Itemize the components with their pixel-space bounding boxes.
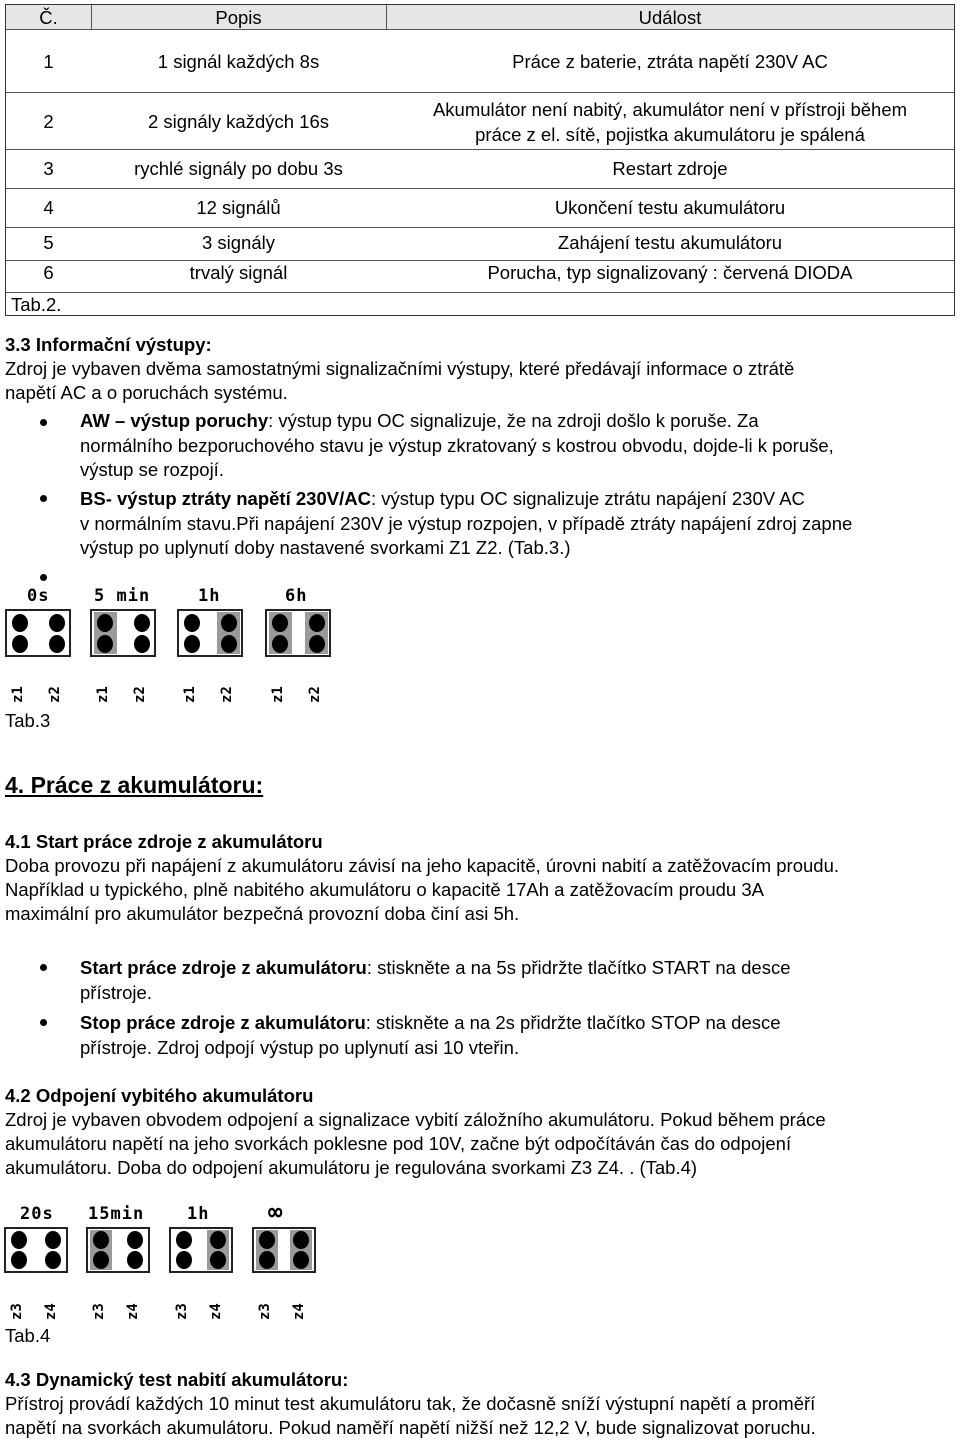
header-number: Č.: [39, 7, 58, 28]
jumper-diagram-tab3: [0, 583, 360, 708]
row-number: 1: [43, 51, 54, 72]
pin-label: z2: [219, 686, 235, 703]
pin-label: z4: [208, 1303, 224, 1320]
row-event: Práce z baterie, ztráta napětí 230V AC: [512, 51, 828, 72]
table-row: [6, 51, 91, 73]
paragraph-line: maximální pro akumulátor bezpečná provozní doba činí asi 5h.: [5, 903, 520, 924]
jumper-label: 20s: [20, 1204, 54, 1224]
pin-label: z3: [9, 1303, 25, 1320]
paragraph-line: akumulátoru napětí na jeho svorkách poklesne pod 10V, začne být odpočítáván čas do odpojení: [5, 1133, 792, 1154]
pin-label: z3: [257, 1303, 273, 1320]
row-event: Zahájení testu akumulátoru: [557, 232, 783, 253]
aw-term: AW – výstup poruchy: [80, 410, 269, 431]
tab3-caption: Tab.3: [5, 710, 51, 731]
row-description: rychlé signály po dobu 3s: [134, 158, 343, 179]
start-description: : stiskněte a na 5s přidržte tlačítko START na desce: [366, 957, 791, 978]
row-description: 12 signálů: [196, 197, 281, 218]
pin-label: z1: [95, 686, 111, 703]
paragraph-line: Zdroj je vybaven obvodem odpojení a signalizace vybití záložního akumulátoru. Pokud během práce: [5, 1109, 826, 1130]
pin-label: z3: [91, 1303, 107, 1320]
start-term: Start práce zdroje z akumulátoru: [80, 957, 367, 978]
header-description: Popis: [215, 7, 262, 28]
pin-label: z4: [125, 1303, 141, 1320]
section-heading-4-3: 4.3 Dynamický test nabití akumulátoru:: [5, 1369, 349, 1390]
paragraph-line: výstup se rozpojí.: [80, 459, 224, 480]
row-number: 6: [43, 262, 54, 283]
paragraph-line: Doba provozu při napájení z akumulátoru závisí na jeho kapacitě, úrovni nabití a zatěžovacím proudu.: [5, 855, 840, 876]
bullet-icon: [40, 495, 47, 502]
table-caption: Tab.2.: [11, 294, 62, 315]
header-event: Událost: [638, 7, 702, 28]
row-number: 5: [43, 232, 54, 253]
section-heading-4-2: 4.2 Odpojení vybitého akumulátoru: [5, 1085, 314, 1106]
section-heading-3-3: 3.3 Informační výstupy:: [5, 334, 212, 355]
stop-term: Stop práce zdroje z akumulátoru: [80, 1012, 366, 1033]
event-table: [5, 4, 955, 316]
bs-output-item: [80, 487, 805, 511]
aw-output-item: [80, 409, 759, 433]
bs-term: BS- výstup ztráty napětí 230V/AC: [80, 488, 371, 509]
paragraph-line: napětí AC a o poruchách systému.: [5, 382, 288, 403]
bullet-icon: [40, 419, 47, 426]
row-description: trvalý signál: [189, 262, 288, 283]
pin-label: z1: [182, 686, 198, 703]
jumper-label: 1h: [187, 1204, 210, 1224]
paragraph-line: v normálním stavu.Při napájení 230V je výstup rozpojen, v případě ztráty napájení zdroj zapne: [80, 513, 853, 534]
bs-description: : výstup typu OC signalizuje ztrátu napájení 230V AC: [370, 488, 805, 509]
bullet-icon: [40, 574, 47, 581]
stop-item: [80, 1011, 781, 1035]
pin-label: z2: [307, 686, 323, 703]
row-number: 3: [43, 158, 54, 179]
pin-label: z3: [174, 1303, 190, 1320]
pin-label: z2: [47, 686, 63, 703]
paragraph-line: Například u typického, plně nabitého akumulátoru o kapacitě 17Ah a zatěžovacím proudu 3A: [5, 879, 764, 900]
stop-description: : stiskněte a na 2s přidržte tlačítko STOP na desce: [365, 1012, 781, 1033]
section-heading-4-1: 4.1 Start práce zdroje z akumulátoru: [5, 831, 323, 852]
row-event: Ukončení testu akumulátoru: [554, 197, 786, 218]
row-event: Restart zdroje: [612, 158, 728, 179]
row-description: 3 signály: [201, 232, 275, 253]
paragraph-line: napětí na svorkách akumulátoru. Pokud naměří napětí nižší než 12,2 V, bude signalizovat poruchu.: [5, 1417, 816, 1438]
paragraph-line: výstup po uplynutí doby nastavené svorkami Z1 Z2. (Tab.3.): [80, 537, 571, 558]
paragraph-line: Zdroj je vybaven dvěma samostatnými signalizačními výstupy, které předávají informace o ztrátě: [5, 358, 795, 379]
infinity-icon: ∞: [268, 1198, 284, 1226]
section-heading-4: 4. Práce z akumulátoru:: [5, 772, 264, 798]
row-event-line2: práce z el. sítě, pojistka akumulátoru je spálená: [475, 124, 865, 145]
jumper-label: 6h: [285, 586, 308, 606]
paragraph-line: Přístroj provádí každých 10 minut test akumulátoru tak, že dočasně sníží výstupní napětí a proměří: [5, 1393, 816, 1414]
bullet-icon: [40, 1019, 47, 1026]
row-number: 4: [43, 197, 54, 218]
row-description: 1 signál každých 8s: [157, 51, 320, 72]
paragraph-line: normálního bezporuchového stavu je výstup zkratovaný s kostrou obvodu, dojde-li k poruše,: [80, 435, 834, 456]
row-event: Akumulátor není nabitý, akumulátor není v přístroji během: [432, 99, 908, 120]
pin-label: z4: [291, 1303, 307, 1320]
tab4-caption: Tab.4: [5, 1325, 51, 1346]
pin-label: z2: [132, 686, 148, 703]
paragraph-line: přístroje. Zdroj odpojí výstup po uplynutí asi 10 vteřin.: [80, 1037, 520, 1058]
jumper-label: 5 min: [94, 586, 151, 606]
jumper-label: 15min: [88, 1204, 145, 1224]
bullet-icon: [40, 964, 47, 971]
jumper-label: 0s: [27, 586, 50, 606]
pin-label: z4: [43, 1303, 59, 1320]
jumper-diagram-tab4: [0, 1200, 340, 1325]
pin-label: z1: [10, 686, 26, 703]
row-number: 2: [43, 111, 54, 132]
jumper-label: 1h: [198, 586, 221, 606]
paragraph-line: akumulátoru. Doba do odpojení akumulátoru je regulována svorkami Z3 Z4. . (Tab.4): [5, 1157, 698, 1178]
start-item: [80, 956, 790, 980]
aw-description: : výstup typu OC signalizuje, že na zdroji došlo k poruše. Za: [268, 410, 759, 431]
row-event: Porucha, typ signalizovaný : červená DIODA: [487, 262, 853, 283]
paragraph-line: přístroje.: [80, 982, 152, 1003]
row-description: 2 signály každých 16s: [148, 111, 329, 132]
pin-label: z1: [270, 686, 286, 703]
